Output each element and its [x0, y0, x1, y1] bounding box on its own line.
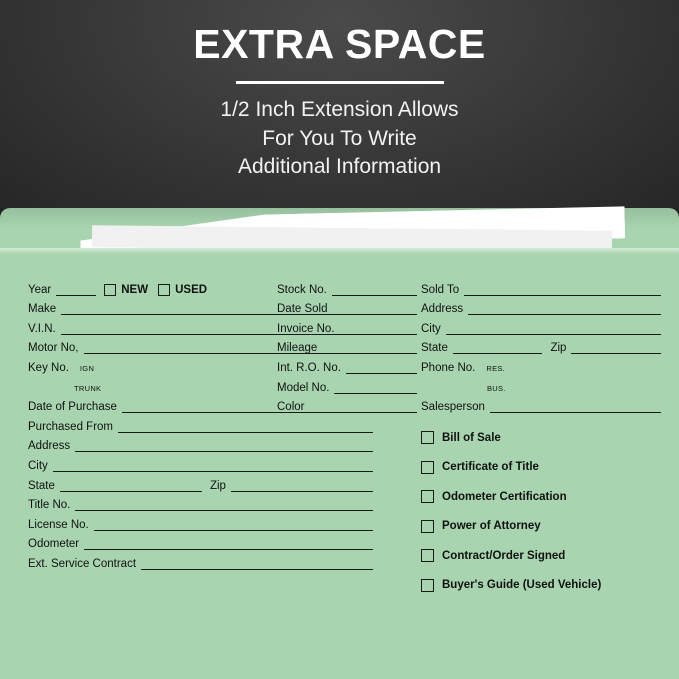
checklist-item-bill-of-sale[interactable]: [421, 423, 671, 453]
field-label-salesperson: Salesperson: [421, 401, 485, 414]
document-checklist: [421, 423, 671, 600]
field-address-right: [421, 296, 661, 316]
field-label-zip-left: Zip: [209, 479, 226, 492]
field-label-motor-no: Motor No,: [28, 342, 79, 355]
field-label-date-sold: Date Sold: [277, 303, 328, 316]
field-label-stock-no: Stock No.: [277, 283, 327, 296]
field-int-ro-no: [277, 354, 417, 374]
field-label-color: Color: [277, 401, 305, 414]
field-label-address-right: Address: [421, 303, 464, 316]
field-label-title-no: Title No.: [28, 499, 71, 512]
checklist-label-power-of-attorney: Power of Attorney: [442, 520, 541, 533]
field-odometer: [28, 531, 373, 551]
field-input-salesperson[interactable]: [490, 401, 661, 413]
checklist-item-power-of-attorney[interactable]: [421, 512, 671, 542]
field-input-stock-no[interactable]: [332, 284, 417, 296]
field-input-odometer[interactable]: [84, 538, 373, 550]
vehicle-deal-form: [0, 248, 679, 679]
checkbox-new-box[interactable]: [104, 284, 116, 296]
field-purchased-from: [28, 413, 373, 433]
field-sublabel-trunk: TRUNK: [74, 383, 102, 393]
field-model-no: [277, 374, 417, 394]
checkbox-used-label: USED: [175, 283, 208, 296]
field-input-state-right[interactable]: [453, 342, 543, 354]
field-label-odometer: Odometer: [28, 538, 80, 551]
field-stock-no: [277, 276, 417, 296]
field-label-phone-no: Phone No.: [421, 361, 476, 374]
promo-banner: [0, 0, 679, 215]
field-label-zip-right: Zip: [550, 342, 567, 355]
banner-subtitle-line-1: 1/2 Inch Extension Allows: [220, 98, 459, 122]
field-label-state-left: State: [28, 479, 55, 492]
field-label-address-left: Address: [28, 440, 71, 453]
field-input-city-right[interactable]: [446, 323, 661, 335]
field-input-zip-left[interactable]: [231, 480, 373, 492]
field-label-key-no: Key No.: [28, 361, 69, 374]
field-input-ext-service-contract[interactable]: [141, 558, 373, 570]
field-input-license-no[interactable]: [94, 519, 373, 531]
field-title-no: [28, 492, 373, 512]
field-label-ext-service-contract: Ext. Service Contract: [28, 557, 137, 570]
field-mileage: [277, 335, 417, 355]
field-sold-to: [421, 276, 661, 296]
checkbox-buyers-guide[interactable]: [421, 579, 434, 592]
field-input-address-left[interactable]: [75, 440, 373, 452]
checkbox-odometer-certification[interactable]: [421, 490, 434, 503]
checklist-item-certificate-of-title[interactable]: [421, 453, 671, 483]
checkbox-contract-order-signed[interactable]: [421, 549, 434, 562]
field-label-invoice-no: Invoice No.: [277, 322, 335, 335]
checklist-label-buyers-guide: Buyer's Guide (Used Vehicle): [442, 579, 602, 592]
field-label-date-of-purchase: Date of Purchase: [28, 401, 117, 414]
field-label-city-left: City: [28, 459, 48, 472]
field-sublabel-bus: BUS.: [487, 383, 506, 393]
field-input-int-ro-no[interactable]: [346, 362, 417, 374]
field-input-year[interactable]: [56, 284, 96, 296]
field-input-invoice-no[interactable]: [340, 323, 417, 335]
checkbox-new-label: NEW: [121, 283, 149, 296]
field-label-int-ro-no: Int. R.O. No.: [277, 361, 341, 374]
field-input-title-no[interactable]: [75, 499, 373, 511]
field-input-purchased-from[interactable]: [118, 421, 373, 433]
field-input-city-left[interactable]: [53, 460, 373, 472]
checklist-label-certificate-of-title: Certificate of Title: [442, 461, 539, 474]
field-date-sold: [277, 296, 417, 316]
field-city-left: [28, 452, 373, 472]
checkbox-new[interactable]: [104, 284, 148, 296]
field-label-city-right: City: [421, 322, 441, 335]
field-sublabel-res: RES.: [486, 363, 506, 373]
field-label-year: Year: [28, 283, 52, 296]
field-invoice-no: [277, 315, 417, 335]
field-input-zip-right[interactable]: [571, 342, 661, 354]
field-input-date-sold[interactable]: [333, 303, 417, 315]
checklist-label-contract-order-signed: Contract/Order Signed: [442, 549, 566, 562]
checklist-item-contract-order-signed[interactable]: [421, 541, 671, 571]
banner-subtitle-line-2: For You To Write: [262, 126, 417, 150]
banner-subtitle-line-3: Additional Information: [237, 155, 442, 179]
field-input-sold-to[interactable]: [464, 284, 661, 296]
checkbox-used-box[interactable]: [158, 284, 170, 296]
field-label-vin: V.I.N.: [28, 322, 56, 335]
field-license-no: [28, 511, 373, 531]
field-label-model-no: Model No.: [277, 381, 330, 394]
field-label-state-right: State: [421, 342, 448, 355]
field-color: [277, 394, 417, 414]
field-input-model-no[interactable]: [334, 382, 417, 394]
field-input-address-right[interactable]: [468, 303, 661, 315]
form-right-column: [421, 276, 661, 413]
field-phone-no-bus: [421, 374, 661, 394]
form-middle-column: [277, 276, 417, 413]
checklist-item-odometer-certification[interactable]: [421, 482, 671, 512]
field-ext-service-contract: [28, 550, 373, 570]
field-input-color[interactable]: [309, 401, 417, 413]
field-state-zip-left: [28, 472, 373, 492]
field-input-state-left[interactable]: [60, 480, 202, 492]
field-state-zip-right: [421, 335, 661, 355]
banner-divider: [236, 81, 444, 84]
field-input-mileage[interactable]: [322, 342, 417, 354]
checklist-item-buyers-guide[interactable]: [421, 571, 671, 601]
field-label-sold-to: Sold To: [421, 283, 460, 296]
field-label-make: Make: [28, 303, 57, 316]
field-label-license-no: License No.: [28, 518, 89, 531]
checklist-label-odometer-certification: Odometer Certification: [442, 490, 567, 503]
field-label-mileage: Mileage: [277, 342, 318, 355]
field-label-purchased-from: Purchased From: [28, 420, 114, 433]
field-salesperson: [421, 394, 661, 414]
banner-subtitle: [0, 96, 679, 182]
checkbox-bill-of-sale[interactable]: [421, 431, 434, 444]
checkbox-used[interactable]: [158, 284, 207, 296]
field-address-left: [28, 433, 373, 453]
checkbox-certificate-of-title[interactable]: [421, 461, 434, 474]
field-phone-no-res: [421, 354, 661, 374]
checkbox-power-of-attorney[interactable]: [421, 520, 434, 533]
field-city-right: [421, 315, 661, 335]
banner-title: EXTRA SPACE: [193, 21, 486, 67]
checklist-label-bill-of-sale: Bill of Sale: [442, 431, 501, 444]
field-sublabel-ign: IGN: [79, 363, 95, 373]
